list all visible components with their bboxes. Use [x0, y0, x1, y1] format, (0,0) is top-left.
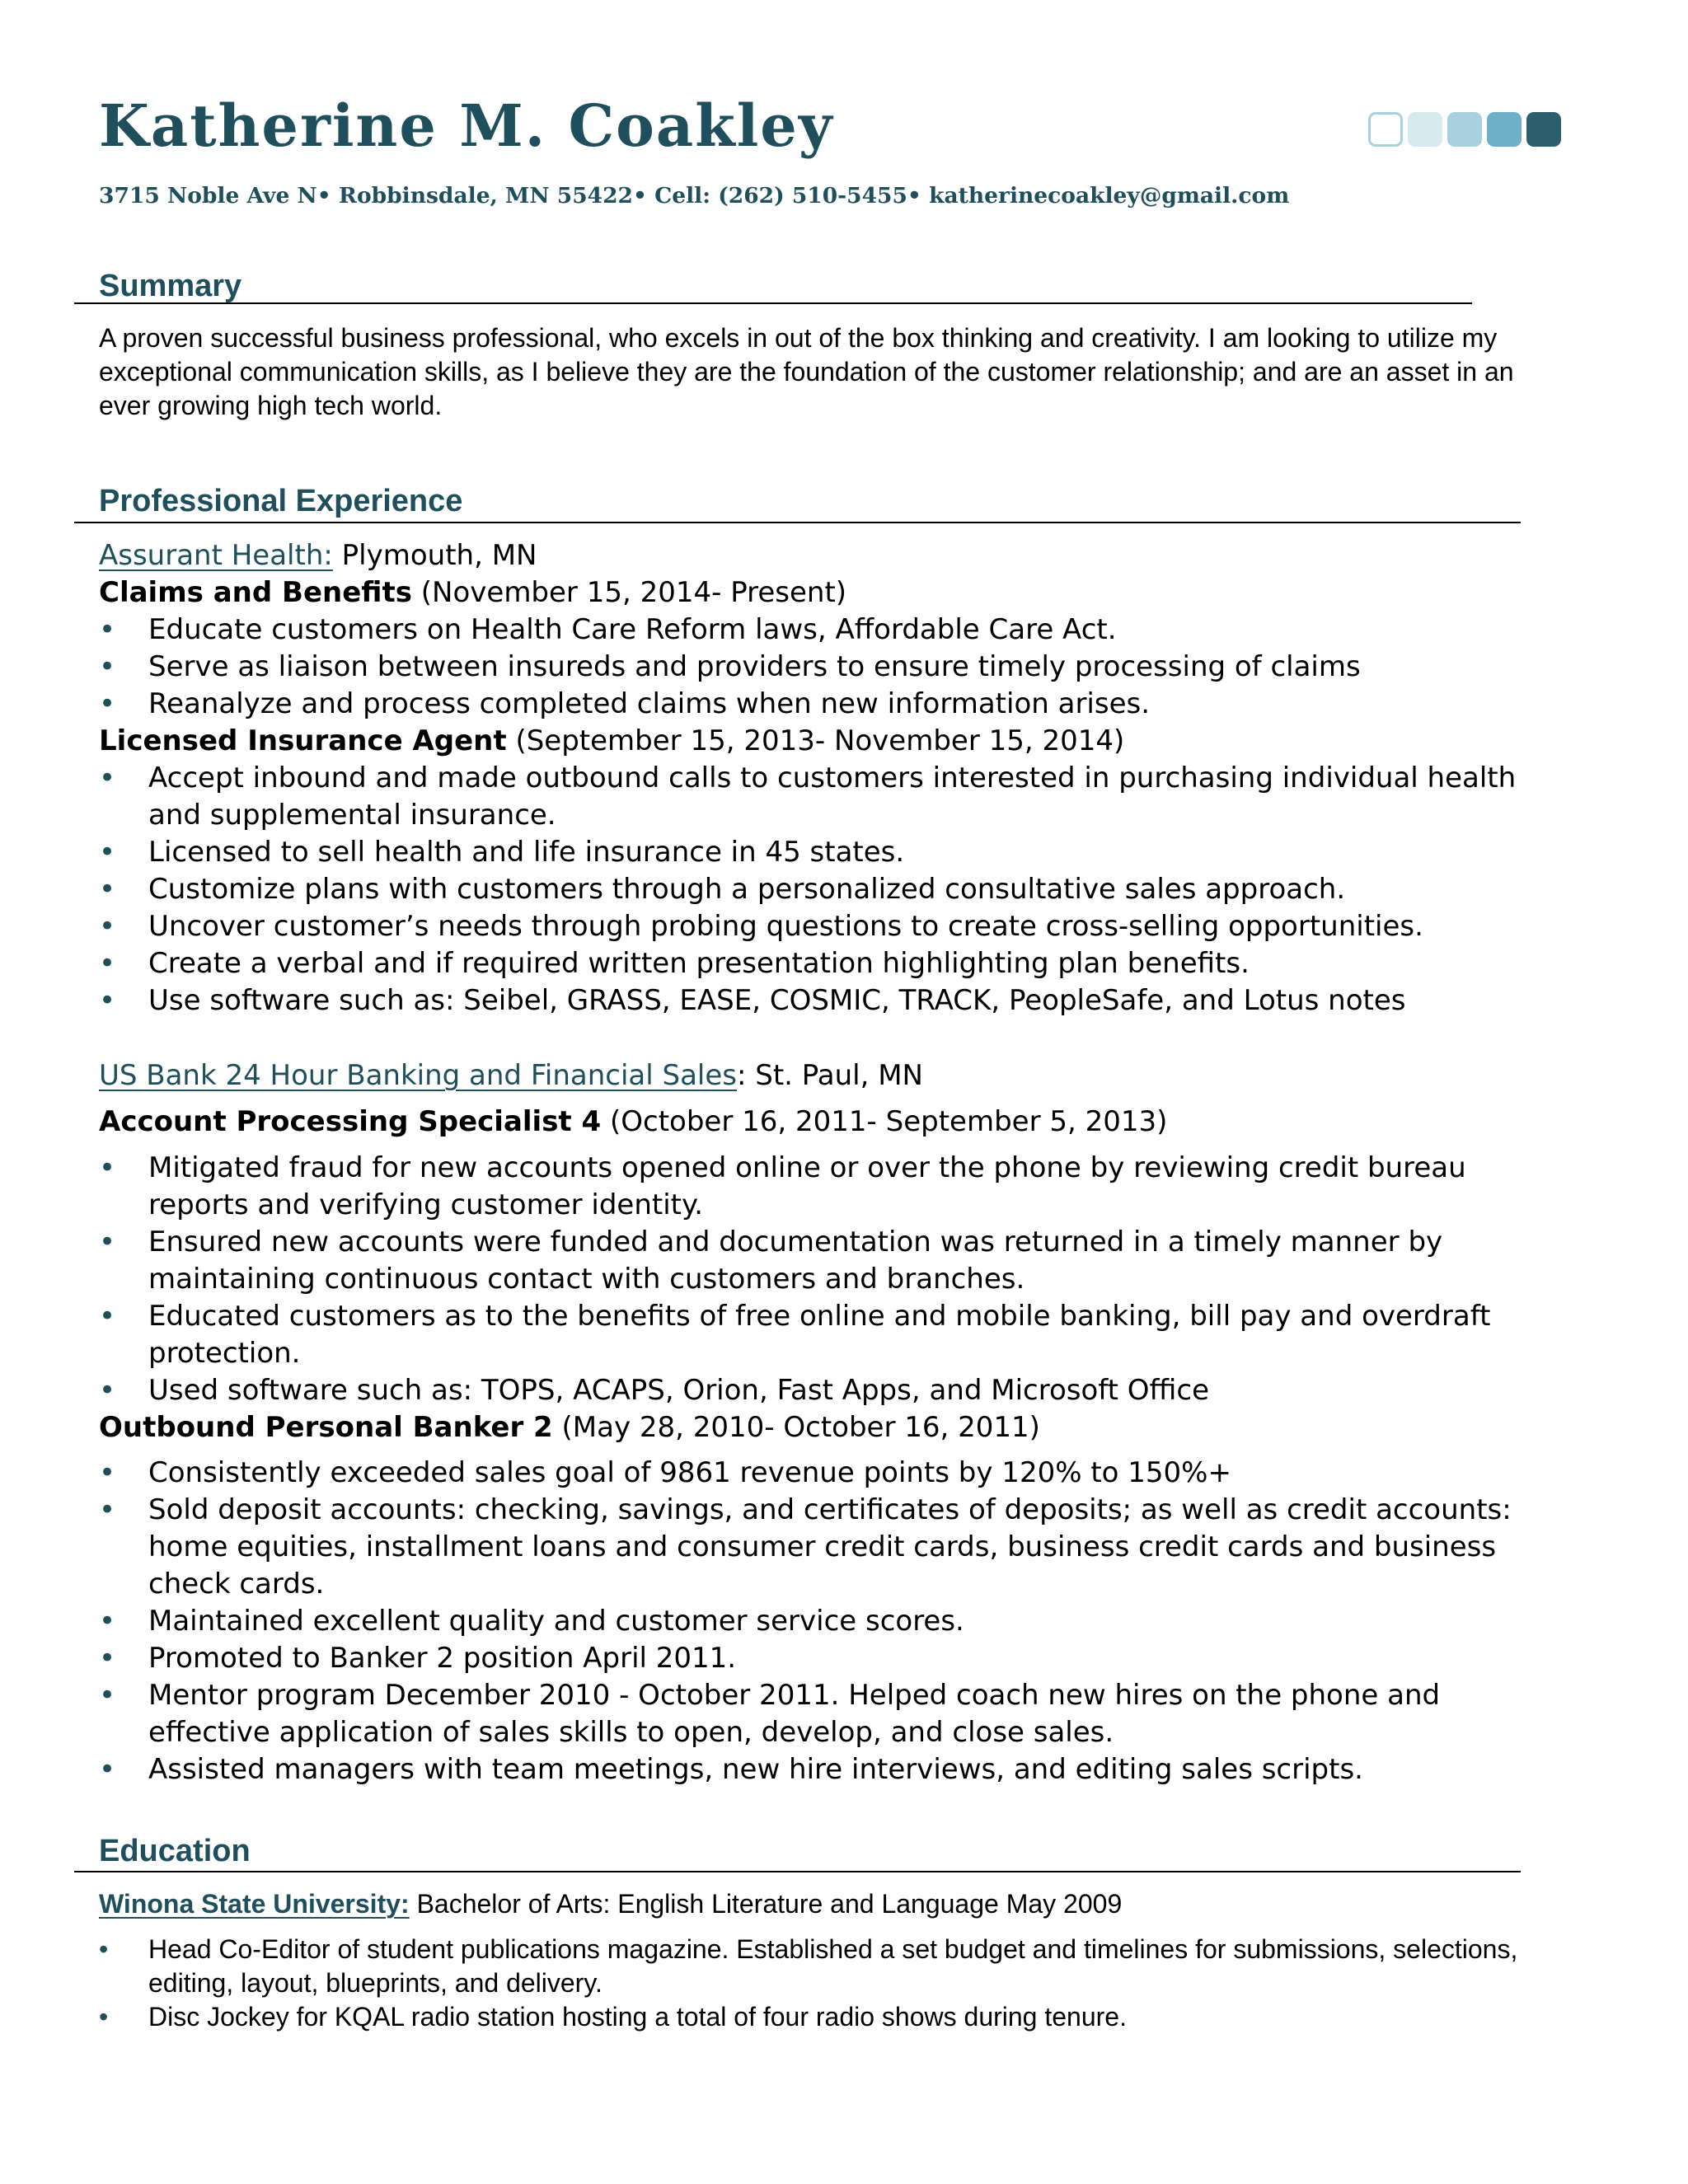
candidate-name: Katherine M. Coakley: [99, 91, 834, 160]
job-2-role-2-bullets: [99, 1455, 1558, 1788]
bullet-dot: •: [99, 1493, 116, 1526]
square-5: [1526, 112, 1561, 147]
education-degree: Bachelor of Arts: English Literature and Language May 2009: [409, 1889, 1123, 1919]
list-item: • Uncover customer’s needs through probing questions to create cross-selling opportunities.: [99, 908, 1558, 945]
job-2-company[interactable]: US Bank 24 Hour Banking and Financial Sales: [99, 1059, 737, 1092]
list-item: • Used software such as: TOPS, ACAPS, Orion, Fast Apps, and Microsoft Office: [99, 1372, 1558, 1409]
bullet-dot: •: [99, 836, 116, 869]
job-1-role-2-dates: (September 15, 2013- November 15, 2014): [506, 724, 1125, 757]
bullet-dot: •: [99, 1374, 116, 1407]
job-1-role-1-dates: (November 15, 2014- Present): [411, 576, 847, 609]
job-2-role-1-dates: (October 16, 2011- September 5, 2013): [601, 1105, 1168, 1138]
decorative-squares: [1368, 112, 1561, 147]
list-item: • Create a verbal and if required written presentation highlighting plan benefits.: [99, 945, 1558, 982]
list-item: • Head Co-Editor of student publications magazine. Established a set budget and timelines for submissions, selections, editing, layout, blueprints, and delivery.: [99, 1934, 1518, 1998]
job-1-role-1-bullets: [99, 612, 1558, 723]
education-heading: Education: [99, 1834, 251, 1868]
contact-line: 3715 Noble Ave N• Robbinsdale, MN 55422• Cell: (262) 510-5455• katherinecoakley@gmail.com: [99, 183, 1290, 209]
bullet-dot: •: [99, 650, 116, 683]
bullet-dot: •: [99, 1753, 116, 1786]
job-1-role-1-title: Claims and Benefits: [99, 576, 412, 609]
square-1: [1368, 112, 1403, 147]
education-line: [99, 1887, 1558, 1920]
bullet-dot: •: [99, 2002, 109, 2032]
job-1-role-1-header: [99, 574, 1558, 612]
bullet-dot: •: [99, 947, 116, 980]
job-1-header: [99, 537, 1558, 574]
job-2-role-1-bullets: [99, 1150, 1558, 1409]
list-item: • Use software such as: Seibel, GRASS, EASE, COSMIC, TRACK, PeopleSafe, and Lotus notes: [99, 982, 1558, 1019]
square-2: [1408, 112, 1442, 147]
job-1-company[interactable]: Assurant Health:: [99, 539, 333, 572]
job-1-location: Plymouth, MN: [332, 539, 537, 572]
experience-rule: [74, 522, 1521, 523]
job-2-role-1-title: Account Processing Specialist 4: [99, 1105, 602, 1138]
bullet-dot: •: [99, 1226, 116, 1258]
list-item: • Serve as liaison between insureds and providers to ensure timely processing of claims: [99, 649, 1558, 686]
bullet-dot: •: [99, 1456, 116, 1489]
list-item: • Reanalyze and process completed claims when new information arises.: [99, 686, 1558, 723]
list-item: • Maintained excellent quality and customer service scores.: [99, 1603, 1558, 1640]
job-2-role-1-header: [99, 1104, 1558, 1141]
job-2-role-2-title: Outbound Personal Banker 2: [99, 1411, 553, 1444]
summary-heading: Summary: [99, 269, 242, 303]
bullet-dot: •: [99, 1679, 116, 1712]
education-school[interactable]: Winona State University:: [99, 1889, 410, 1919]
job-1-role-2-header: [99, 723, 1558, 760]
education-bullets: [99, 1933, 1558, 2034]
list-item: • Assisted managers with team meetings, new hire interviews, and editing sales scripts.: [99, 1751, 1558, 1788]
square-3: [1447, 112, 1482, 147]
list-item: • Educate customers on Health Care Reform laws, Affordable Care Act.: [99, 612, 1558, 649]
bullet-dot: •: [99, 1151, 116, 1184]
list-item: • Sold deposit accounts: checking, savings, and certificates of deposits; as well as credit accounts: home equities, installment loans and consumer credit cards, business credit cards and business check cards.: [99, 1493, 1512, 1601]
job-2-role-2-dates: (May 28, 2010- October 16, 2011): [552, 1411, 1040, 1444]
list-item: • Accept inbound and made outbound calls to customers interested in purchasing individual health and supplemental insurance.: [99, 762, 1517, 832]
bullet-dot: •: [99, 1605, 116, 1638]
bullet-dot: •: [99, 873, 116, 906]
bullet-dot: •: [99, 984, 116, 1017]
summary-text: A proven successful business professional, who excels in out of the box thinking and creativity. I am looking to utilize my exceptional communication skills, as I believe they are the foundation of the customer relationship; and are an asset in an ever growing high tech world.: [99, 323, 1514, 420]
list-item: • Customize plans with customers through a personalized consultative sales approach.: [99, 871, 1558, 908]
bullet-dot: •: [99, 613, 116, 646]
summary-rule: [74, 302, 1472, 304]
square-4: [1487, 112, 1522, 147]
bullet-dot: •: [99, 1300, 116, 1333]
list-item: • Licensed to sell health and life insurance in 45 states.: [99, 834, 1558, 871]
bullet-dot: •: [99, 1934, 109, 1964]
job-2-header: [99, 1057, 1558, 1094]
job-2-role-2-header: [99, 1409, 1558, 1446]
job-1-role-2-title: Licensed Insurance Agent: [99, 724, 507, 757]
bullet-dot: •: [99, 762, 116, 794]
list-item: • Educated customers as to the benefits of free online and mobile banking, bill pay and overdraft protection.: [99, 1300, 1491, 1370]
experience-heading: Professional Experience: [99, 484, 463, 518]
bullet-dot: •: [99, 687, 116, 720]
job-2-location: : St. Paul, MN: [737, 1059, 923, 1092]
list-item: • Mentor program December 2010 - October 2011. Helped coach new hires on the phone and effective application of sales skills to open, develop, and close sales.: [99, 1679, 1441, 1749]
list-item: • Consistently exceeded sales goal of 9861 revenue points by 120% to 150%+: [99, 1455, 1558, 1492]
education-rule: [74, 1871, 1521, 1872]
list-item: • Ensured new accounts were funded and documentation was returned in a timely manner by maintaining continuous contact with customers and branches.: [99, 1226, 1443, 1296]
list-item: • Promoted to Banker 2 position April 2011.: [99, 1640, 1558, 1677]
job-1-role-2-bullets: [99, 760, 1558, 1019]
bullet-dot: •: [99, 1642, 116, 1675]
list-item: • Disc Jockey for KQAL radio station hosting a total of four radio shows during tenure.: [99, 2000, 1558, 2034]
list-item: • Mitigated fraud for new accounts opened online or over the phone by reviewing credit bureau reports and verifying customer identity.: [99, 1151, 1466, 1221]
bullet-dot: •: [99, 910, 116, 943]
